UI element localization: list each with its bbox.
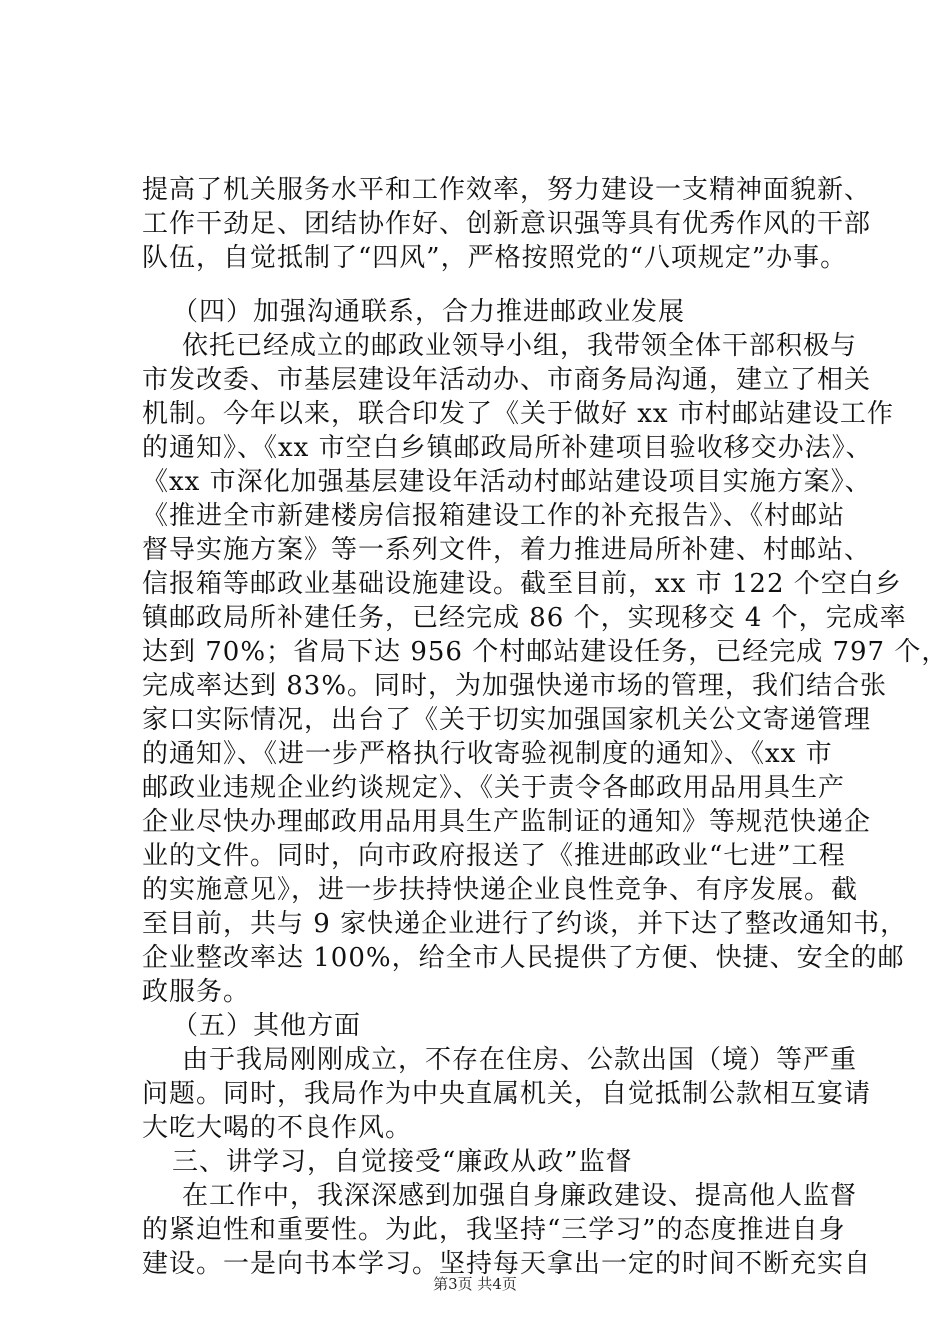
text-line: 政服务。 — [142, 977, 251, 1007]
text-line: 市发改委、市基层建设年活动办、市商务局沟通，建立了相关 — [142, 365, 872, 395]
text-line: 《xx 市深化加强基层建设年活动村邮站建设项目实施方案》、 — [142, 467, 872, 497]
text-line: 的实施意见》，进一步扶持快递企业良性竞争、有序发展。截 — [142, 875, 859, 905]
section-heading-four: （四）加强沟通联系，合力推进邮政业发展 — [172, 297, 686, 327]
text-line: 机制。今年以来，联合印发了《关于做好 xx 市村邮站建设工作 — [142, 399, 894, 429]
text-line: 问题。同时，我局作为中央直属机关，自觉抵制公款相互宴请 — [142, 1079, 872, 1109]
text-line: 邮政业违规企业约谈规定》、《关于责令各邮政用品用具生产 — [142, 773, 846, 803]
text-line: 镇邮政局所补建任务，已经完成 86 个，实现移交 4 个，完成率 — [142, 603, 907, 633]
text-line: 《推进全市新建楼房信报箱建设工作的补充报告》、《村邮站 — [142, 501, 846, 531]
page-number-footer: 第3页 共4页 — [433, 1275, 517, 1293]
text-line: 业的文件。同时，向市政府报送了《推进邮政业“七进”工程 — [142, 841, 846, 871]
text-line: 家口实际情况，出台了《关于切实加强国家机关公文寄递管理 — [142, 705, 872, 735]
paragraph-first-line: 依托已经成立的邮政业领导小组，我带领全体干部积极与 — [182, 331, 858, 361]
text-line: 的通知》、《xx 市空白乡镇邮政局所补建项目验收移交办法》、 — [142, 433, 873, 463]
text-line: 大吃大喝的不良作风。 — [142, 1113, 413, 1143]
text-line: 的通知》、《进一步严格执行收寄验视制度的通知》、《xx 市 — [142, 739, 833, 769]
paragraph-first-line: 由于我局刚刚成立，不存在住房、公款出国（境）等严重 — [182, 1045, 858, 1075]
text-line: 队伍，自觉抵制了“四风”，严格按照党的“八项规定”办事。 — [142, 243, 848, 273]
text-line: 信报箱等邮政业基础设施建设。截至目前，xx 市 122 个空白乡 — [142, 569, 902, 599]
text-line: 企业尽快办理邮政用品用具生产监制证的通知》等规范快递企 — [142, 807, 872, 837]
text-line: 达到 70%；省局下达 956 个村邮站建设任务，已经完成 797 个， — [142, 637, 949, 667]
paragraph-first-line: 在工作中，我深深感到加强自身廉政建设、提高他人监督 — [182, 1181, 858, 1211]
section-heading-three: 三、讲学习，自觉接受“廉政从政”监督 — [172, 1147, 633, 1177]
text-line: 建设。一是向书本学习。坚持每天拿出一定的时间不断充实自 — [142, 1249, 872, 1279]
text-line: 企业整改率达 100%，给全市人民提供了方便、快捷、安全的邮 — [142, 943, 905, 973]
section-heading-five: （五）其他方面 — [172, 1011, 362, 1041]
text-line: 至目前，共与 9 家快递企业进行了约谈，并下达了整改通知书， — [142, 909, 908, 939]
text-line: 督导实施方案》等一系列文件，着力推进局所补建、村邮站、 — [142, 535, 872, 565]
text-line: 的紧迫性和重要性。为此，我坚持“三学习”的态度推进自身 — [142, 1215, 846, 1245]
text-line: 完成率达到 83%。同时，为加强快递市场的管理，我们结合张 — [142, 671, 888, 701]
text-line: 工作干劲足、团结协作好、创新意识强等具有优秀作风的干部 — [142, 209, 872, 239]
text-line: 提高了机关服务水平和工作效率，努力建设一支精神面貌新、 — [142, 175, 872, 205]
